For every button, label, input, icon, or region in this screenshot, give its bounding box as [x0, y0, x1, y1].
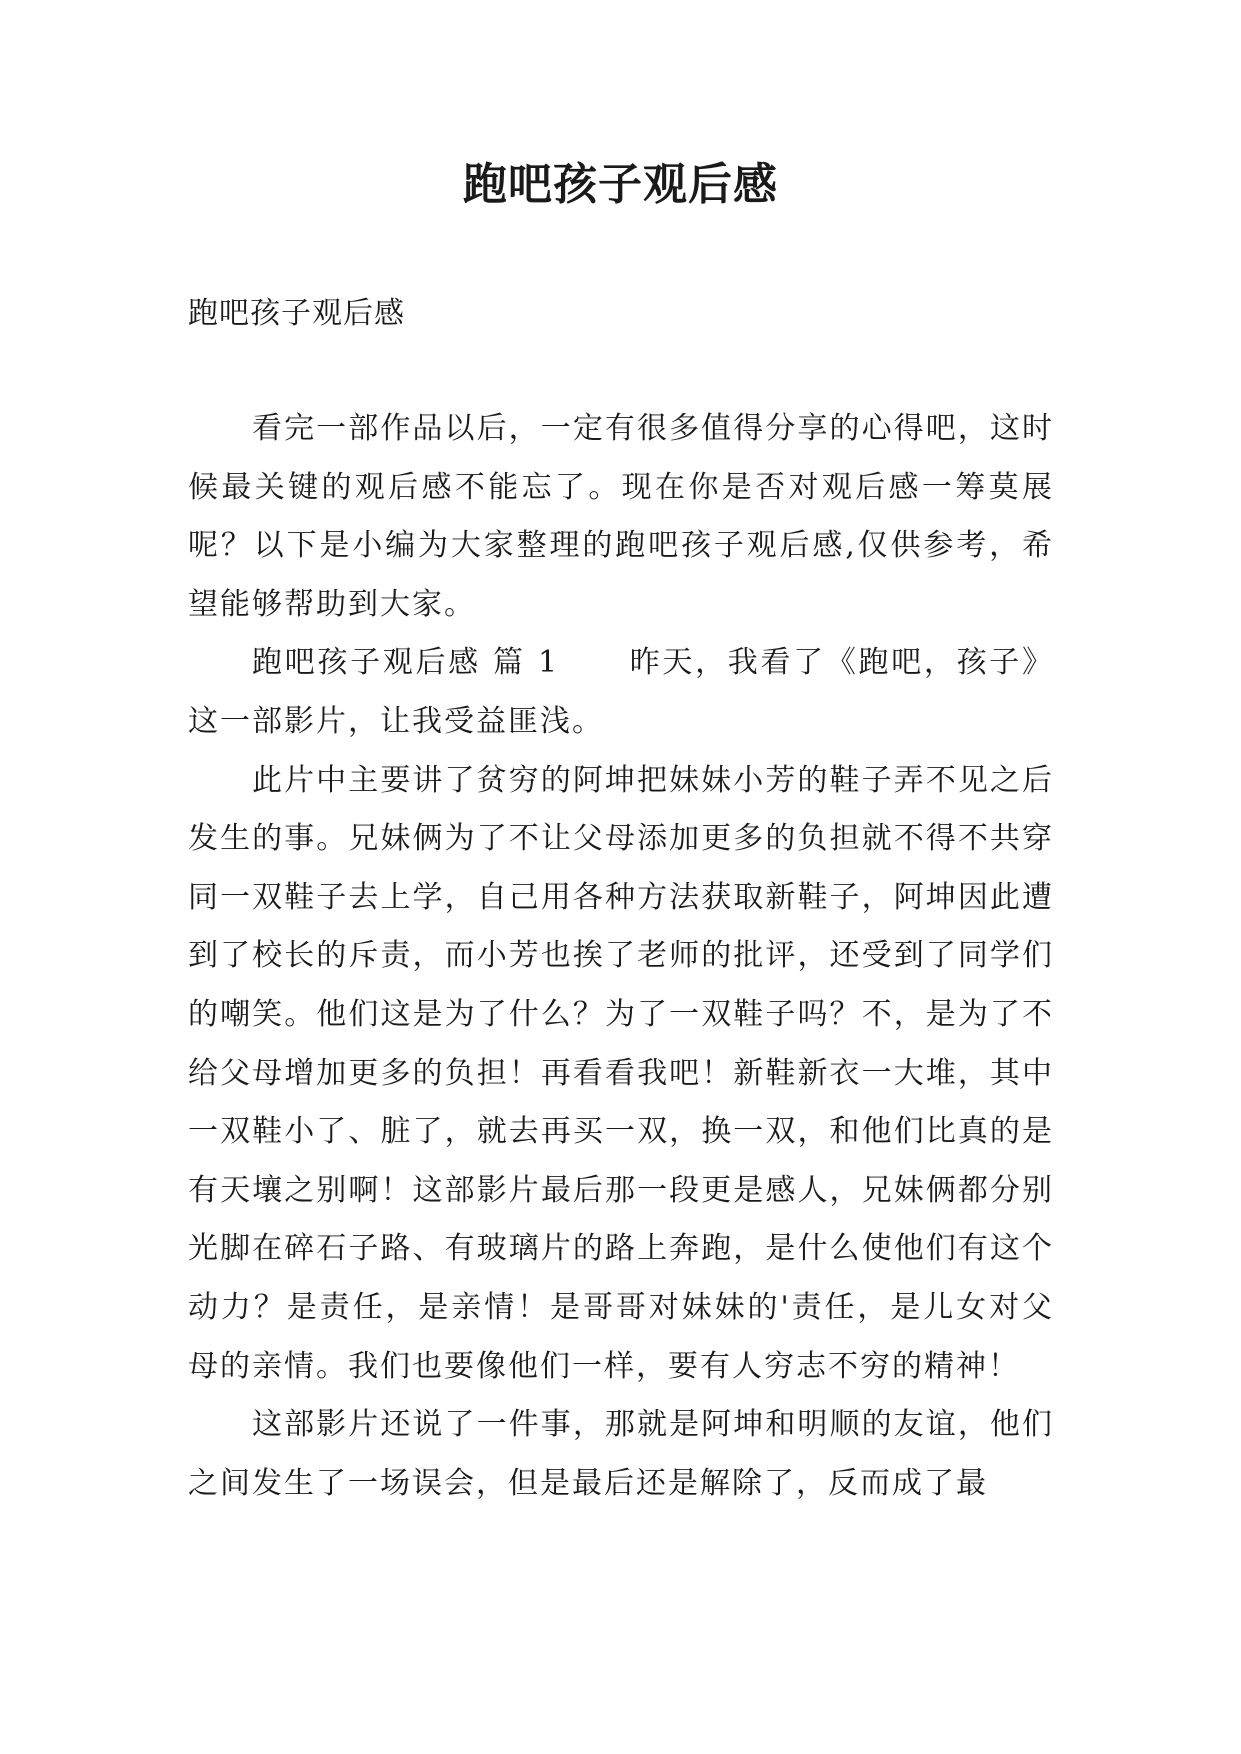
body-paragraph-3: 这部影片还说了一件事，那就是阿坤和明顺的友谊，他们之间发生了一场误会，但是最后还是解除了，反而成了最: [188, 1407, 1054, 1501]
intro-paragraph: 看完一部作品以后，一定有很多值得分享的心得吧，这时候最关键的观后感不能忘了。现在你是否对观后感一筹莫展呢？以下是小编为大家整理的跑吧孩子观后感,仅供参考，希望能够帮助到大家。: [188, 411, 1054, 622]
document-body: [188, 400, 1054, 1513]
document-title: 跑吧孩子观后感: [463, 159, 778, 210]
section-1-heading: 跑吧孩子观后感 篇 1: [252, 645, 560, 681]
section-1-text: 昨天，我看了《跑吧，孩子》这一部影片，让我受益匪浅。: [188, 645, 1054, 739]
section-1-paragraph: [188, 634, 1054, 751]
document-subtitle: 跑吧孩子观后感: [188, 296, 405, 331]
body-paragraph-2: 此片中主要讲了贫穷的阿坤把妹妹小芳的鞋子弄不见之后发生的事。兄妹俩为了不让父母添加更多的负担就不得不共穿同一双鞋子去上学，自己用各种方法获取新鞋子，阿坤因此遭到了校长的斥责，而小芳也挨了老师的批评，还受到了同学们的嘲笑。他们这是为了什么？为了一双鞋子吗？不，是为了不给父母增加更多的负担！再看看我吧！新鞋新衣一大堆，其中一双鞋小了、脏了，就去再买一双，换一双，和他们比真的是有天壤之别啊！这部影片最后那一段更是感人，兄妹俩都分别光脚在碎石子路、有玻璃片的路上奔跑，是什么使他们有这个动力？是责任，是亲情！是哥哥对妹妹的'责任，是儿女对父母的亲情。我们也要像他们一样，要有人穷志不穷的精神！: [188, 762, 1054, 1384]
